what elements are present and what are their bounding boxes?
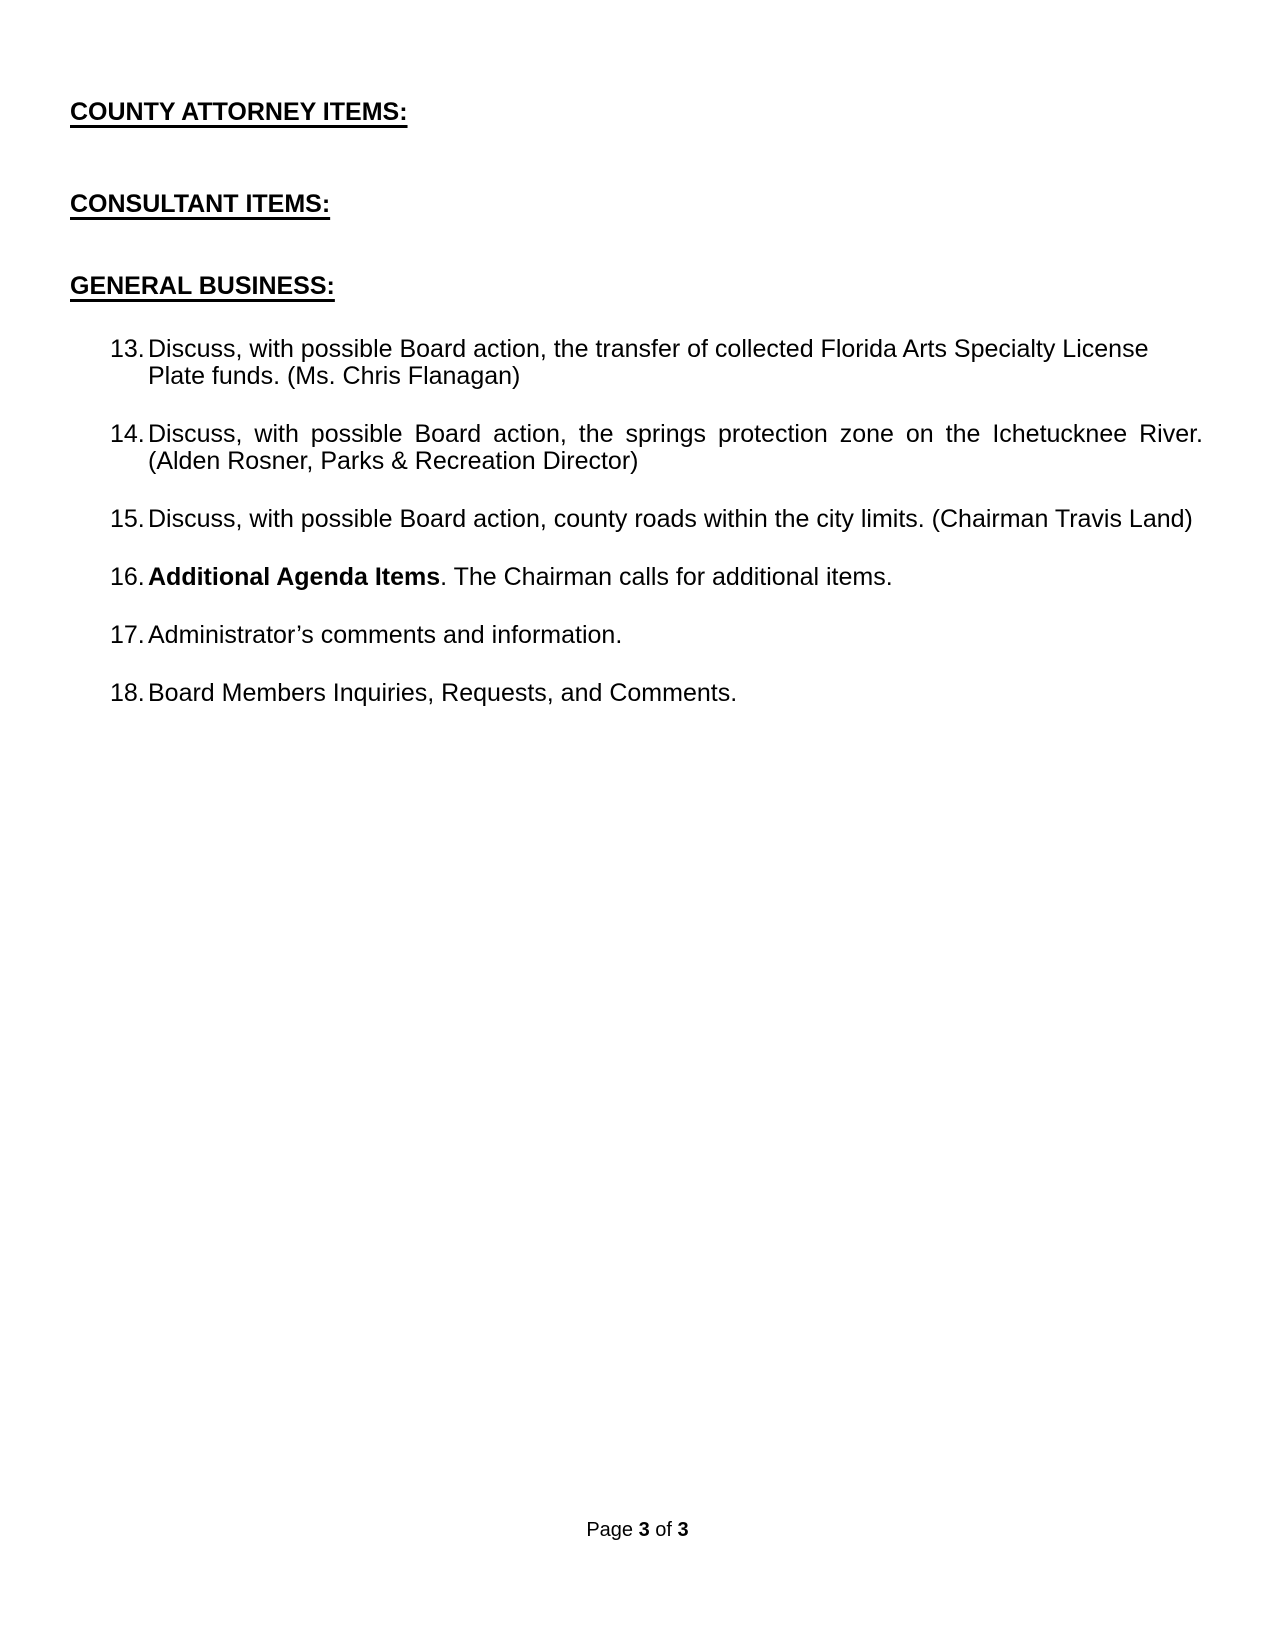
heading-county-attorney-items: COUNTY ATTORNEY ITEMS: <box>70 98 408 126</box>
item-text <box>148 680 1203 707</box>
item-text <box>148 564 1203 591</box>
item-number: 18. <box>110 679 145 707</box>
item-text <box>148 336 1203 390</box>
item-number: 15. <box>110 505 145 533</box>
footer-page-label: Page <box>586 1519 634 1541</box>
item-body-text: Discuss, with possible Board action, the transfer of collected Florida Arts Specialty License Plate funds. (Ms. Chris Flanagan) <box>148 335 1149 390</box>
item-number: 13. <box>110 335 145 363</box>
footer-total-pages: 3 <box>677 1519 689 1541</box>
agenda-item-17 <box>110 622 1203 649</box>
item-number: 17. <box>110 621 145 649</box>
footer-of-label: of <box>655 1519 672 1541</box>
item-body-text: Board Members Inquiries, Requests, and Comments. <box>148 679 738 707</box>
heading-consultant-items: CONSULTANT ITEMS: <box>70 190 331 218</box>
item-text <box>148 622 1203 649</box>
page-footer <box>0 1518 1275 1542</box>
agenda-item-15 <box>110 506 1203 533</box>
footer-current-page: 3 <box>638 1519 650 1541</box>
item-body-text: Administrator’s comments and information. <box>148 621 623 649</box>
heading-general-business: GENERAL BUSINESS: <box>70 272 335 300</box>
item-body-text: Discuss, with possible Board action, county roads within the city limits. (Chairman Travis Land) <box>148 505 1193 533</box>
agenda-item-13 <box>110 336 1203 390</box>
agenda-item-16 <box>110 564 1203 591</box>
document-content <box>0 0 1275 707</box>
item-text <box>148 506 1203 533</box>
item-body-text: Discuss, with possible Board action, the springs protection zone on the Ichetucknee River. (Alden Rosner, Parks & Recreation Director) <box>148 420 1203 475</box>
agenda-item-18 <box>110 680 1203 707</box>
agenda-item-14 <box>110 421 1203 475</box>
agenda-list <box>70 336 1203 707</box>
item-lead-text: Additional Agenda Items <box>148 563 441 591</box>
item-text <box>148 421 1203 475</box>
item-number: 14. <box>110 420 145 448</box>
item-body-text: . The Chairman calls for additional items. <box>440 563 893 591</box>
item-number: 16. <box>110 563 145 591</box>
